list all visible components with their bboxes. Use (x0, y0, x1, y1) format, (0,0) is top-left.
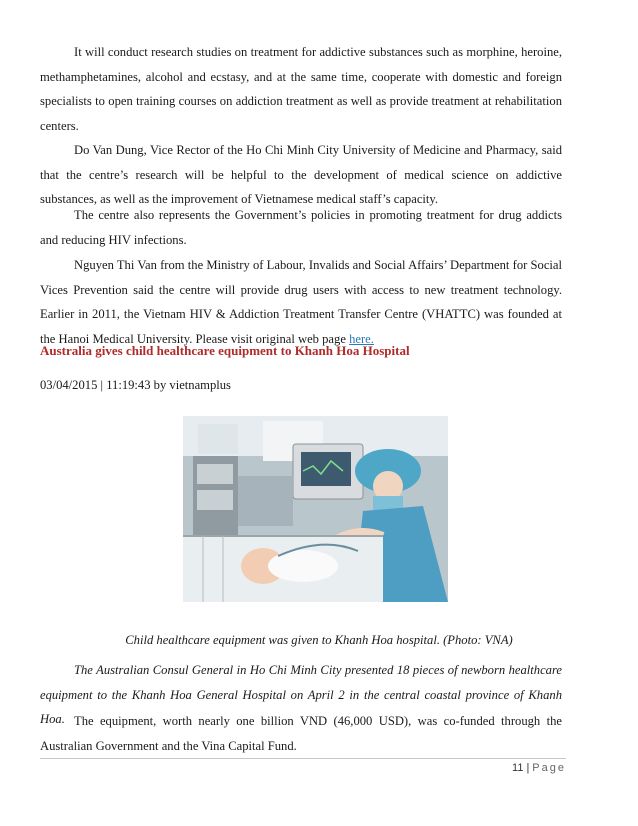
page-label: Page (532, 762, 566, 774)
original-page-link[interactable]: here. (349, 331, 374, 346)
paragraph-research: It will conduct research studies on treatment for addictive substances such as morphine, heroine, methamphetamines, alcohol and ecstasy, and at the same time, cooperate with domestic and foreign specialists to open training courses on addiction treatment as well as provide treatment at rehabilitation centers. (40, 45, 562, 133)
paragraph-equipment-funding: The equipment, worth nearly one billion VND (46,000 USD), was co-funded through the Australian Government and the Vina Capital Fund. (40, 714, 562, 753)
footer-divider (40, 758, 566, 759)
hospital-photo (183, 416, 448, 602)
paragraph-consul-general: The Australian Consul General in Ho Chi Minh City presented 18 pieces of newborn healthcare equipment to the Khanh Hoa General Hospital on April 2 in the central coastal province of Khanh Hoa. (40, 663, 562, 726)
page-number: 11 (512, 762, 524, 774)
paragraph-ministry-text: Nguyen Thi Van from the Ministry of Labour, Invalids and Social Affairs’ Department for Social Vices Prevention said the centre will provide drug users with access to new treatment technology. Earlier in 2011, the Vietnam HIV & Addiction Treatment Transfer Centre (VHATTC) was founded at the Hanoi Medical University. Please visit original web page (40, 258, 562, 346)
photo-caption: Child healthcare equipment was given to Khanh Hoa hospital. (Photo: VNA) (125, 633, 513, 647)
paragraph-government-policy: The centre also represents the Government’s policies in promoting treatment for drug addicts and reducing HIV infections. (40, 208, 562, 247)
article-heading: Australia gives child healthcare equipment to Khanh Hoa Hospital (40, 343, 410, 358)
paragraph-ministry (40, 253, 562, 351)
footer-separator: | (526, 762, 530, 774)
article-dateline: 03/04/2015 | 11:19:43 by vietnamplus (40, 378, 231, 392)
page-footer (512, 762, 566, 774)
paragraph-vice-rector: Do Van Dung, Vice Rector of the Ho Chi Minh City University of Medicine and Pharmacy, said that the centre’s research will be helpful to the development of medical science on addictive substances, as well as the improvement of Vietnamese medical staff’s capacity. (40, 143, 562, 206)
